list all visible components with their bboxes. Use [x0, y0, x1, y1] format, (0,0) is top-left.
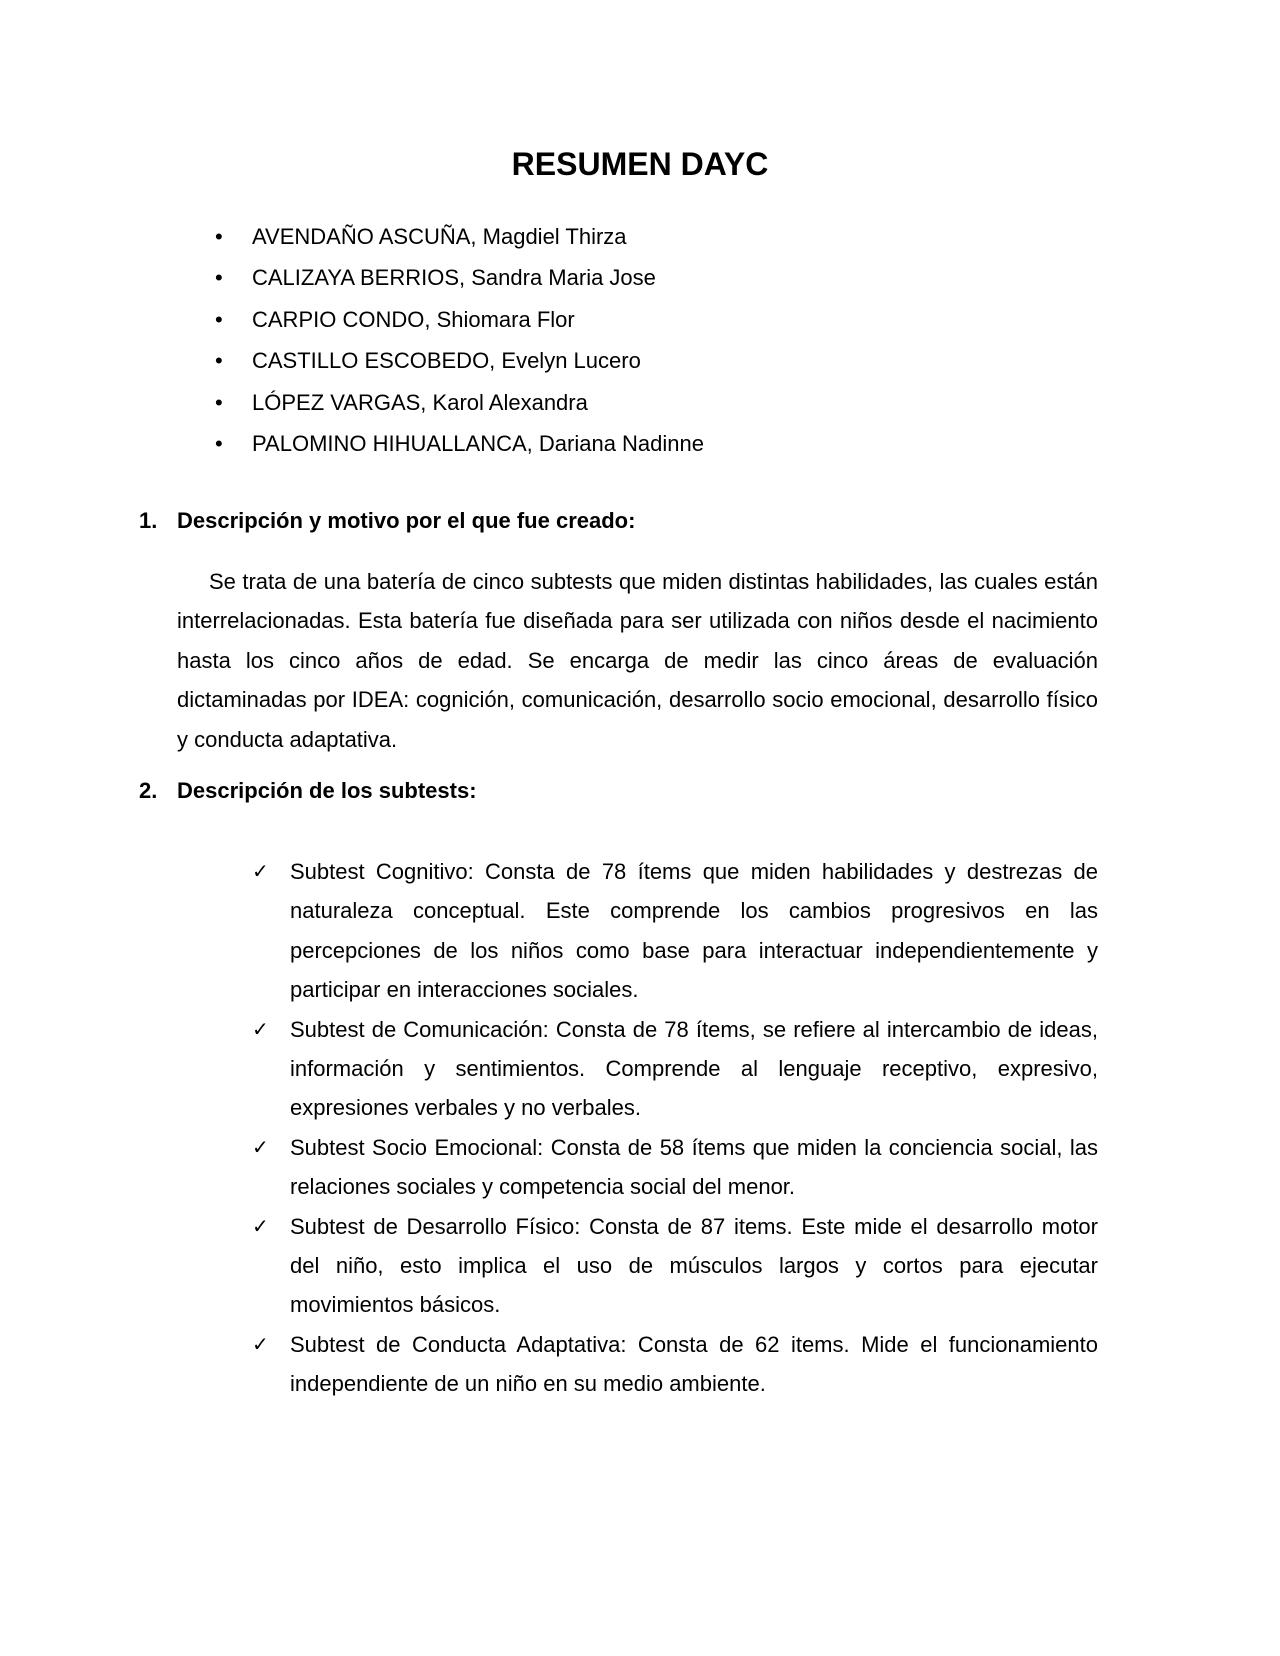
- subtest-text: Subtest Socio Emocional: Consta de 58 ítems que miden la conciencia social, las relaciones sociales y competencia social del menor.: [290, 1134, 1098, 1200]
- section-number: 2.: [139, 778, 158, 803]
- checkmark-icon: ✓: [252, 859, 269, 883]
- author-name: PALOMINO HIHUALLANCA, Dariana Nadinne: [252, 430, 704, 456]
- subtest-list: [252, 852, 1098, 1404]
- subtest-text: Subtest de Conducta Adaptativa: Consta de 62 items. Mide el funcionamiento independiente de un niño en su medio ambiente.: [290, 1331, 1098, 1397]
- bullet-icon: •: [215, 430, 223, 456]
- author-name: LÓPEZ VARGAS, Karol Alexandra: [252, 389, 588, 415]
- section-heading-text: Descripción de los subtests:: [177, 778, 477, 803]
- subtest-item: [252, 1207, 1098, 1325]
- author-name: AVENDAÑO ASCUÑA, Magdiel Thirza: [252, 224, 627, 249]
- checkmark-icon: ✓: [252, 1213, 269, 1238]
- subtest-text: Subtest Cognitivo: Consta de 78 ítems que miden habilidades y destrezas de naturaleza conceptual. Este comprende los cambios progresivos en las percepciones de los niños como base para interactuar independientemente y participar en interacciones sociales.: [290, 859, 1098, 1003]
- subtest-item: [252, 852, 1098, 1010]
- subtest-item: [252, 1325, 1098, 1404]
- author-name: CALIZAYA BERRIOS, Sandra Maria Jose: [252, 265, 656, 291]
- checkmark-icon: ✓: [252, 1134, 269, 1159]
- author-name: CARPIO CONDO, Shiomara Flor: [252, 306, 575, 332]
- bullet-icon: •: [215, 306, 223, 332]
- checkmark-icon: ✓: [252, 1331, 269, 1356]
- document-title: RESUMEN DAYC: [511, 146, 769, 182]
- subtest-item: [252, 1010, 1098, 1128]
- subtest-text: Subtest de Comunicación: Consta de 78 ítems, se refiere al intercambio de ideas, información y sentimientos. Comprende al lenguaje receptivo, expresivo, expresiones verbales y no verbales.: [290, 1016, 1098, 1121]
- bullet-icon: •: [215, 389, 223, 415]
- bullet-icon: •: [215, 265, 223, 291]
- subtest-item: [252, 1128, 1098, 1207]
- subtest-text: Subtest de Desarrollo Físico: Consta de 87 items. Este mide el desarrollo motor del niño, esto implica el uso de músculos largos y cortos para ejecutar movimientos básicos.: [290, 1213, 1098, 1318]
- description-paragraph: Se trata de una batería de cinco subtests que miden distintas habilidades, las cuales están interrelacionadas. Esta batería fue diseñada para ser utilizada con niños desde el nacimiento hasta los cinco años de edad. Se encarga de medir las cinco áreas de evaluación dictaminadas por IDEA: cognición, comunicación, desarrollo socio emocional, desarrollo físico y conducta adaptativa.: [177, 569, 1098, 752]
- author-name: CASTILLO ESCOBEDO, Evelyn Lucero: [252, 348, 641, 374]
- bullet-icon: •: [215, 224, 223, 249]
- bullet-icon: •: [215, 348, 223, 374]
- section-number: 1.: [139, 508, 158, 533]
- section-heading-text: Descripción y motivo por el que fue creado:: [177, 508, 636, 533]
- checkmark-icon: ✓: [252, 1016, 269, 1041]
